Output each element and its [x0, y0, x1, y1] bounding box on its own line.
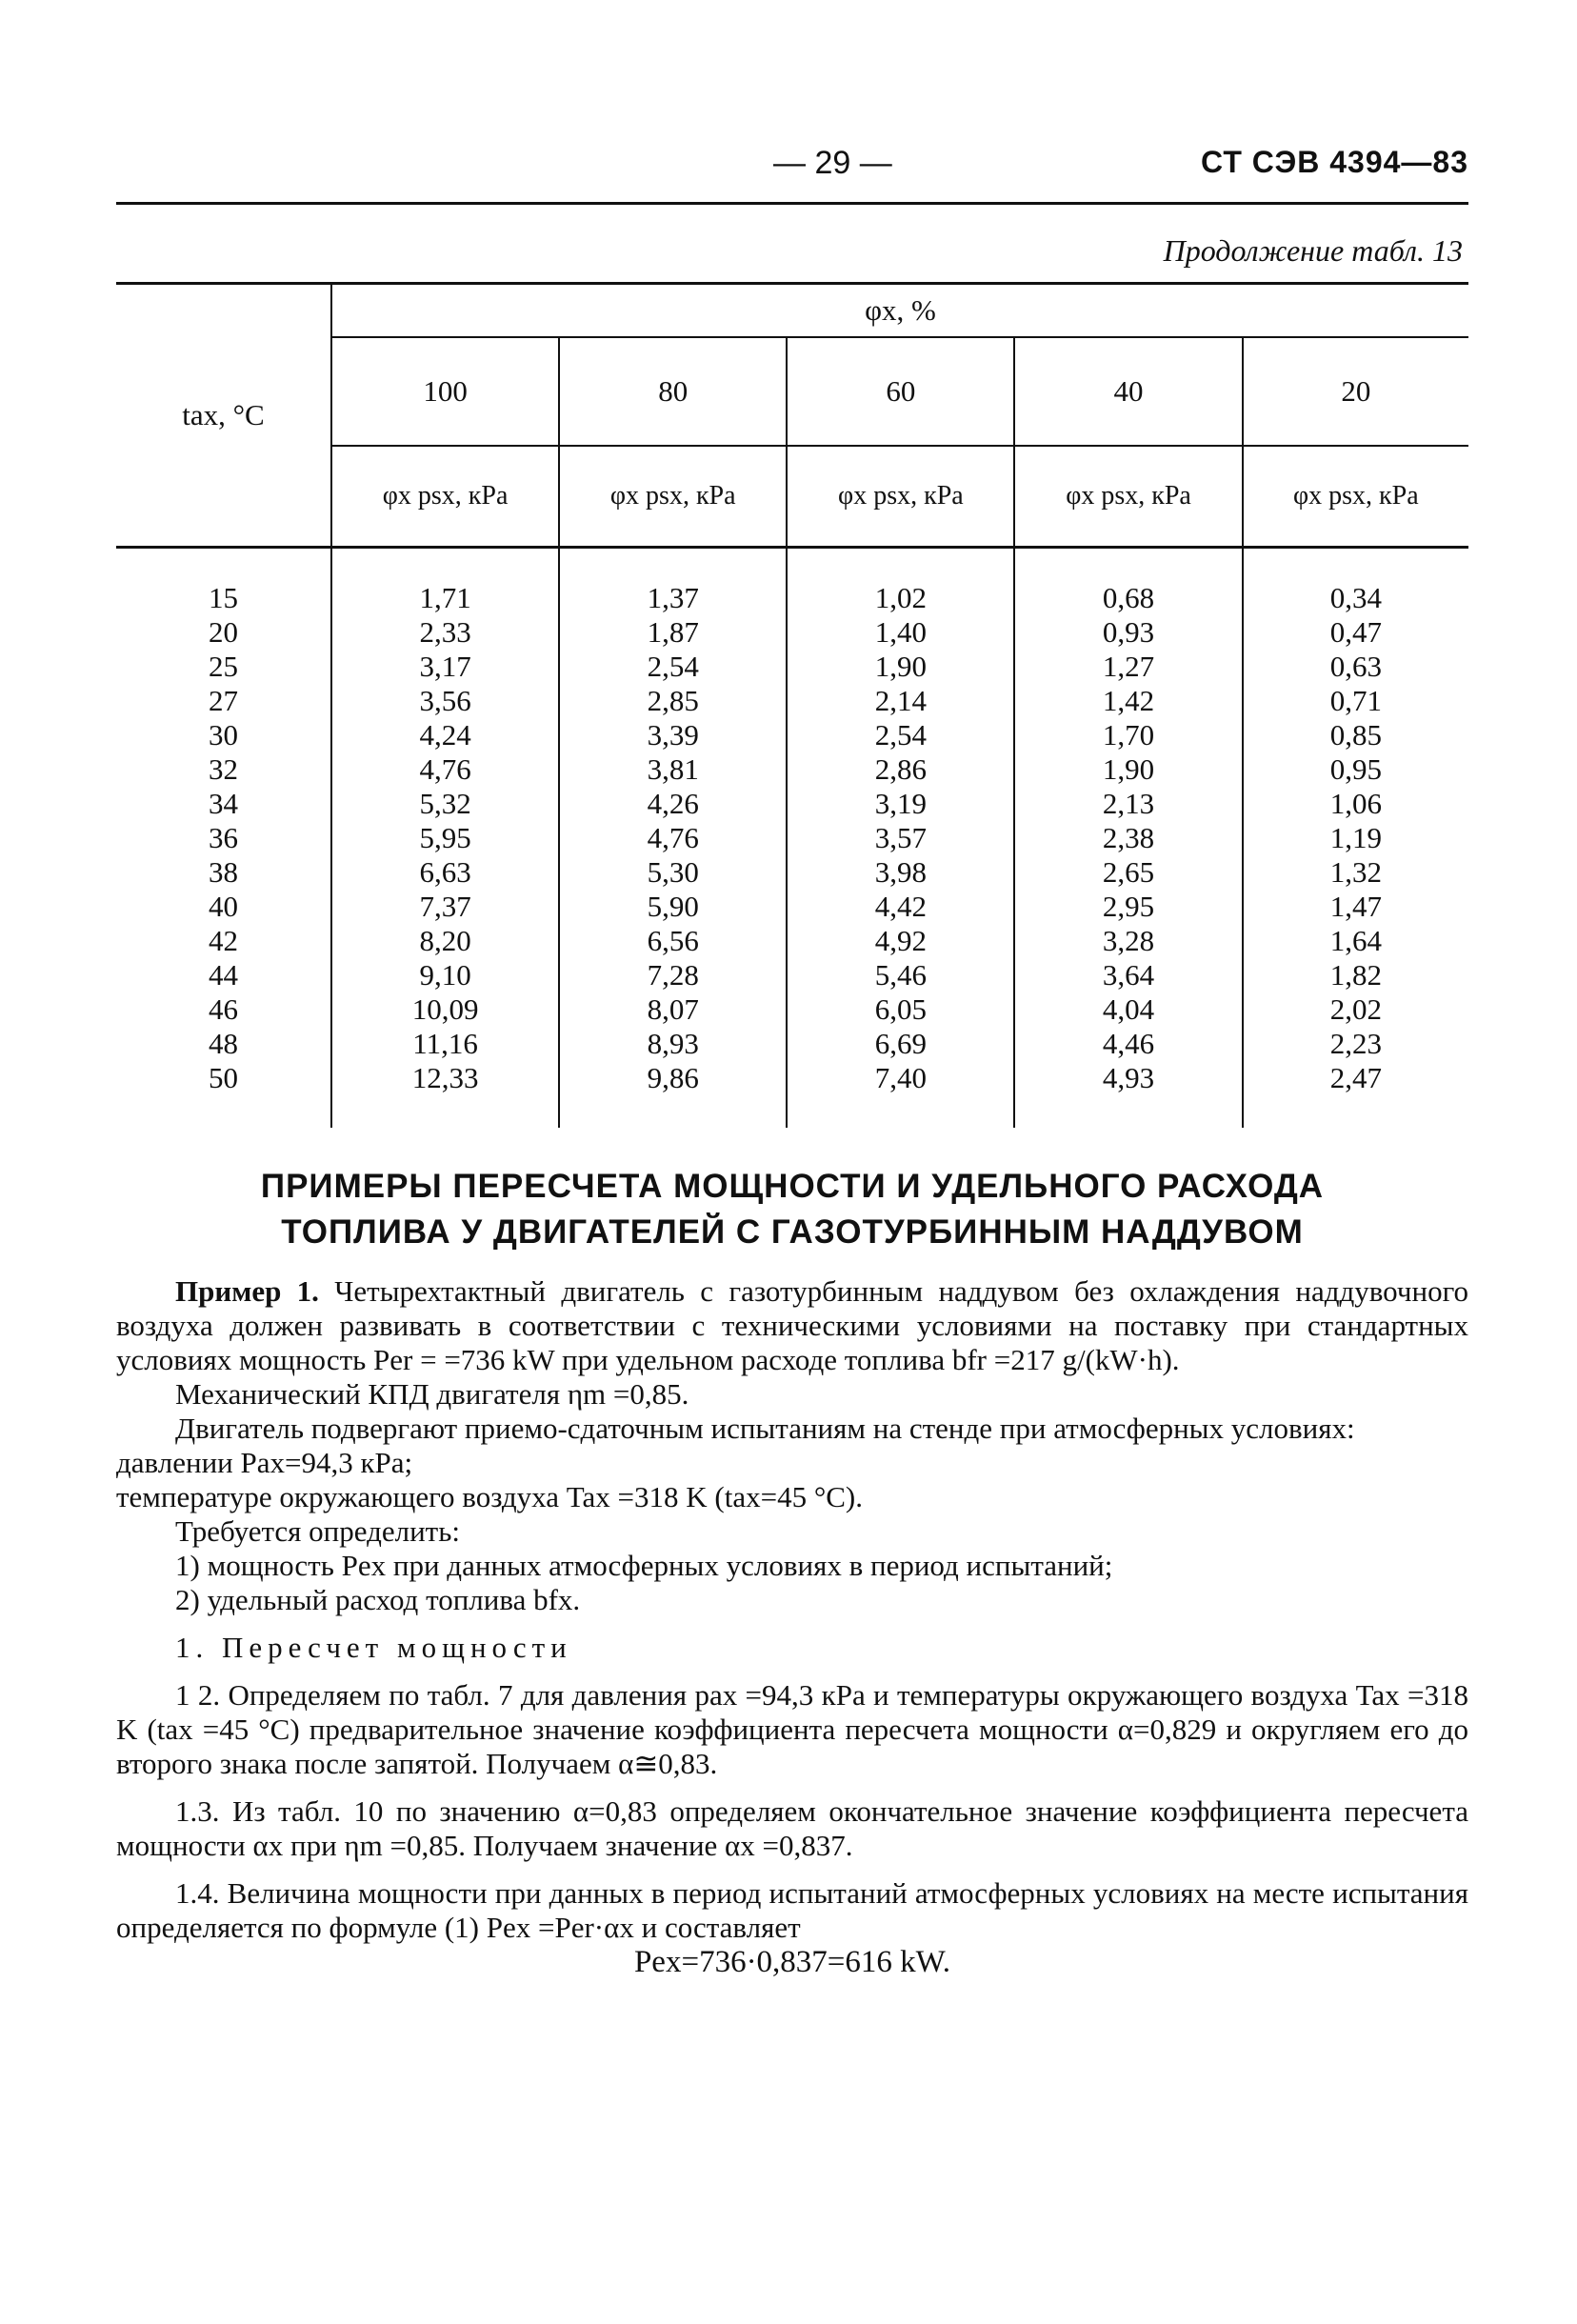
section-title-line-2: ТОПЛИВА У ДВИГАТЕЛЕЙ С ГАЗОТУРБИННЫМ НАДДУВОМ	[281, 1213, 1304, 1251]
column-unit-label: φx psx, кPa	[559, 446, 787, 548]
value-cell: 1,02	[787, 581, 1014, 615]
temperature-cell: 46	[209, 992, 238, 1026]
value-cell: 3,17	[331, 650, 559, 684]
value-cell: 4,42	[787, 890, 1014, 924]
value-cell: 12,33	[331, 1061, 559, 1095]
column-unit-label: φx psx, кPa	[331, 446, 559, 548]
value-cell: 3,57	[787, 821, 1014, 855]
value-cell: 1,37	[559, 581, 787, 615]
value-cell: 5,30	[559, 855, 787, 890]
value-cell: 7,40	[787, 1061, 1014, 1095]
table-row	[116, 992, 1468, 1027]
pressure-condition: давлении Pax=94,3 кPa;	[116, 1446, 413, 1479]
value-cell: 7,28	[559, 958, 787, 992]
value-cell: 5,46	[787, 958, 1014, 992]
value-cell: 4,24	[331, 718, 559, 752]
section-title-line-1: ПРИМЕРЫ ПЕРЕСЧЕТА МОЩНОСТИ И УДЕЛЬНОГО РАСХОДА	[260, 1168, 1325, 1205]
value-cell: 2,86	[787, 752, 1014, 787]
test-conditions: Двигатель подвергают приемо-сдаточным испытаниям на стенде при атмосферных условиях:	[175, 1412, 1355, 1445]
table-spacer-row	[116, 1095, 1468, 1128]
value-cell: 0,85	[1243, 718, 1468, 752]
value-cell: 4,76	[331, 752, 559, 787]
column-header: 100	[331, 337, 559, 446]
table-spacer-row	[116, 548, 1468, 582]
temperature-cell: 27	[209, 684, 238, 717]
temperature-cell: 34	[209, 787, 238, 820]
value-cell: 1,32	[1243, 855, 1468, 890]
temperature-cell: 36	[209, 821, 238, 854]
value-cell: 5,32	[331, 787, 559, 821]
column-header: 80	[559, 337, 787, 446]
column-header: 60	[787, 337, 1014, 446]
section-title	[116, 1164, 1468, 1255]
value-cell: 4,93	[1014, 1061, 1242, 1095]
value-cell: 1,87	[559, 615, 787, 650]
value-cell: 0,68	[1014, 581, 1242, 615]
temperature-cell: 48	[209, 1027, 238, 1060]
table-row	[116, 581, 1468, 615]
value-cell: 4,92	[787, 924, 1014, 958]
table-row	[116, 650, 1468, 684]
example-1-text: Четырехтактный двигатель с газотурбинным наддувом без охлаждения наддувочного воздуха должен развивать в соответствии с техническими условиями на поставку при стандартных условиях мощность Per = =736 kW при удельном расходе топлива bfr =217 g/(kW·h).	[116, 1274, 1469, 1376]
table-row	[116, 1027, 1468, 1061]
value-cell: 2,65	[1014, 855, 1242, 890]
value-cell: 1,90	[787, 650, 1014, 684]
group-header-phi: φx, %	[331, 284, 1468, 337]
value-cell: 1,06	[1243, 787, 1468, 821]
required-heading: Требуется определить:	[175, 1514, 460, 1548]
value-cell: 3,56	[331, 684, 559, 718]
value-cell: 0,47	[1243, 615, 1468, 650]
value-cell: 3,81	[559, 752, 787, 787]
value-cell: 1,71	[331, 581, 559, 615]
temperature-cell: 40	[209, 890, 238, 923]
value-cell: 0,71	[1243, 684, 1468, 718]
value-cell: 0,93	[1014, 615, 1242, 650]
value-cell: 8,93	[559, 1027, 787, 1061]
value-cell: 6,69	[787, 1027, 1014, 1061]
temperature-condition: температуре окружающего воздуха Tax =318 K (tax=45 °C).	[116, 1480, 863, 1513]
value-cell: 8,20	[331, 924, 559, 958]
value-cell: 2,23	[1243, 1027, 1468, 1061]
value-cell: 2,02	[1243, 992, 1468, 1027]
row-header-tax: tax, °C	[116, 284, 331, 548]
value-cell: 1,42	[1014, 684, 1242, 718]
table-row	[116, 958, 1468, 992]
value-cell: 7,37	[331, 890, 559, 924]
value-cell: 6,63	[331, 855, 559, 890]
example-1-label: Пример 1.	[175, 1274, 319, 1308]
required-item-2: 2) удельный расход топлива bfx.	[175, 1583, 581, 1616]
table-row	[116, 615, 1468, 650]
value-cell: 0,95	[1243, 752, 1468, 787]
standard-number: СТ СЭВ 4394—83	[1201, 145, 1468, 179]
table-caption: Продолжение табл. 13	[1163, 233, 1463, 268]
value-cell: 2,54	[787, 718, 1014, 752]
value-cell: 6,05	[787, 992, 1014, 1027]
value-cell: 1,90	[1014, 752, 1242, 787]
table-row	[116, 684, 1468, 718]
value-cell: 11,16	[331, 1027, 559, 1061]
value-cell: 1,70	[1014, 718, 1242, 752]
page-header	[116, 145, 1468, 202]
temperature-cell: 38	[209, 855, 238, 889]
temperature-cell: 42	[209, 924, 238, 957]
temperature-cell: 25	[209, 650, 238, 683]
value-cell: 1,19	[1243, 821, 1468, 855]
value-cell: 0,34	[1243, 581, 1468, 615]
value-cell: 2,33	[331, 615, 559, 650]
value-cell: 2,13	[1014, 787, 1242, 821]
value-cell: 9,86	[559, 1061, 787, 1095]
example-1-paragraph	[116, 1274, 1468, 1377]
value-cell: 5,95	[331, 821, 559, 855]
value-cell: 2,14	[787, 684, 1014, 718]
value-cell: 4,04	[1014, 992, 1242, 1027]
table-row	[116, 821, 1468, 855]
mechanical-efficiency: Механический КПД двигателя ηm =0,85.	[175, 1377, 689, 1411]
value-cell: 3,39	[559, 718, 787, 752]
table-row	[116, 752, 1468, 787]
value-cell: 1,82	[1243, 958, 1468, 992]
value-cell: 0,63	[1243, 650, 1468, 684]
column-unit-label: φx psx, кPa	[1243, 446, 1468, 548]
value-cell: 1,64	[1243, 924, 1468, 958]
value-cell: 8,07	[559, 992, 787, 1027]
value-cell: 2,85	[559, 684, 787, 718]
power-formula: Pex=736·0,837=616 kW.	[633, 1945, 951, 1979]
table-row	[116, 855, 1468, 890]
value-cell: 5,90	[559, 890, 787, 924]
paragraph-1-4: 1.4. Величина мощности при данных в период испытаний атмосферных условиях на месте испытания определяется по формуле (1) Pex =Per·αx и составляет	[116, 1876, 1468, 1944]
value-cell: 3,64	[1014, 958, 1242, 992]
paragraph-1-2: 1 2. Определяем по табл. 7 для давления pax =94,3 кPa и температуры окружающего воздуха Tax =318 K (tax =45 °C) предварительное значение коэффициента пересчета мощности α=0,829 и округляем его до второго знака после запятой. Получаем α≅0,83.	[116, 1678, 1468, 1780]
value-cell: 4,26	[559, 787, 787, 821]
column-header: 40	[1014, 337, 1242, 446]
value-cell: 3,98	[787, 855, 1014, 890]
temperature-cell: 20	[209, 615, 238, 649]
value-cell: 1,27	[1014, 650, 1242, 684]
data-table	[116, 284, 1468, 1128]
value-cell: 2,47	[1243, 1061, 1468, 1095]
page-number: — 29 —	[773, 145, 892, 181]
temperature-cell: 15	[209, 581, 238, 614]
value-cell: 1,47	[1243, 890, 1468, 924]
value-cell: 10,09	[331, 992, 559, 1027]
value-cell: 2,54	[559, 650, 787, 684]
value-cell: 2,38	[1014, 821, 1242, 855]
value-cell: 4,46	[1014, 1027, 1242, 1061]
temperature-cell: 50	[209, 1061, 238, 1094]
value-cell: 9,10	[331, 958, 559, 992]
example-body	[116, 1274, 1468, 1979]
header-rule	[116, 202, 1468, 205]
value-cell: 3,19	[787, 787, 1014, 821]
value-cell: 2,95	[1014, 890, 1242, 924]
temperature-cell: 32	[209, 752, 238, 786]
table-row	[116, 924, 1468, 958]
temperature-cell: 30	[209, 718, 238, 751]
table-row	[116, 1061, 1468, 1095]
table-row	[116, 787, 1468, 821]
column-header: 20	[1243, 337, 1468, 446]
column-unit-label: φx psx, кPa	[787, 446, 1014, 548]
paragraph-1-3: 1.3. Из табл. 10 по значению α=0,83 определяем окончательное значение коэффициента пересчета мощности αx при ηm =0,85. Получаем значение αx =0,837.	[116, 1794, 1468, 1862]
required-item-1: 1) мощность Pex при данных атмосферных условиях в период испытаний;	[175, 1549, 1113, 1582]
value-cell: 1,40	[787, 615, 1014, 650]
temperature-cell: 44	[209, 958, 238, 992]
table-row	[116, 718, 1468, 752]
subsection-heading: 1. Пересчет мощности	[175, 1631, 572, 1664]
table-row	[116, 890, 1468, 924]
value-cell: 3,28	[1014, 924, 1242, 958]
value-cell: 6,56	[559, 924, 787, 958]
value-cell: 4,76	[559, 821, 787, 855]
column-unit-label: φx psx, кPa	[1014, 446, 1242, 548]
